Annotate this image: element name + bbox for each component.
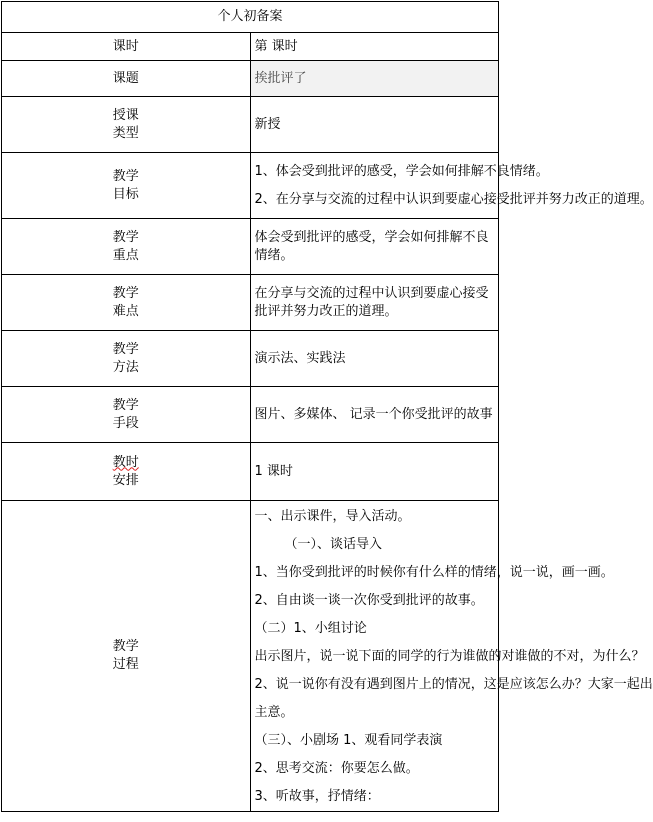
difficulties-value: 在分享与交流的过程中认识到要虚心接受批评并努力改正的道理。 [250,275,499,331]
difficulties-row [2,275,499,331]
process-label-line1: 教学 [112,639,139,654]
key-points-label-line2: 重点 [112,247,139,263]
topic-label: 课题 [2,61,251,97]
lesson-plan-table [1,1,653,812]
lesson-type-label-line1: 授课 [112,107,139,123]
process-row [2,501,499,812]
lesson-type-value: 新授 [250,97,499,153]
table-title: 个人初备案 [2,2,499,33]
objectives-label-line2: 目标 [112,186,139,202]
difficulties-label-line1: 教学 [112,285,139,301]
process-line-11: 3、听故事，抒情绪： [254,789,380,804]
title-row [2,2,499,33]
objectives-value [250,153,653,219]
means-label [2,387,251,443]
methods-row [2,331,499,387]
process-label [2,501,251,812]
process-line-7: 2、说一说你有没有遇到图片上的情况，这是应该怎么办？大家一起出 [254,677,653,692]
lesson-type-label [2,97,251,153]
methods-label-line2: 方法 [112,359,139,375]
schedule-value: 1 课时 [250,443,499,501]
process-line-6: 出示图片，说一说下面的同学的行为谁做的对谁做的不对，为什么？ [254,649,645,664]
methods-label-line1: 教学 [112,341,139,357]
lesson-type-row [2,97,499,153]
period-value: 第 课时 [250,33,499,61]
means-value: 图片、多媒体、 记录一个你受批评的故事 [250,387,499,443]
objectives-row [2,153,499,219]
schedule-row [2,443,499,501]
difficulties-label-line2: 难点 [112,303,139,319]
objective-line-2: 2、在分享与交流的过程中认识到要虚心接受批评并努力改正的道理。 [254,191,653,207]
topic-value: 挨批评了 [250,61,499,97]
key-points-row [2,219,499,275]
lesson-type-label-line2: 类型 [112,125,139,141]
means-label-line2: 手段 [112,415,139,431]
process-value [250,501,653,812]
period-row [2,33,499,61]
process-line-9: （三）、小剧场 1、观看同学表演 [254,733,443,748]
objectives-label-line1: 教学 [112,168,139,184]
process-line-10: 2、思考交流：你要怎么做。 [254,761,419,776]
schedule-label [2,443,251,501]
key-points-label [2,219,251,275]
means-label-line1: 教学 [112,397,139,413]
difficulties-label [2,275,251,331]
period-label: 课时 [2,33,251,61]
schedule-label-line1: 教时 [112,454,139,470]
methods-value: 演示法、实践法 [250,331,499,387]
schedule-label-line2: 安排 [112,472,139,488]
topic-row [2,61,499,97]
key-points-label-line1: 教学 [112,229,139,245]
objective-line-1: 1、体会受到批评的感受，学会如何排解不良情绪。 [254,163,549,179]
process-line-1: 一、出示课件，导入活动。 [254,509,411,524]
process-line-5: （二）1、小组讨论 [254,621,367,636]
objectives-label [2,153,251,219]
key-points-value: 体会受到批评的感受，学会如何排解不良情绪。 [250,219,499,275]
methods-label [2,331,251,387]
process-line-3: 1、当你受到批评的时候你有什么样的情绪，说一说，画一画。 [254,565,614,580]
process-label-line2: 过程 [112,657,139,672]
process-line-4: 2、自由谈一谈一次你受到批评的故事。 [254,593,484,608]
process-line-2: （一）、谈话导入 [284,537,383,552]
process-line-8: 主意。 [254,705,294,720]
means-row [2,387,499,443]
